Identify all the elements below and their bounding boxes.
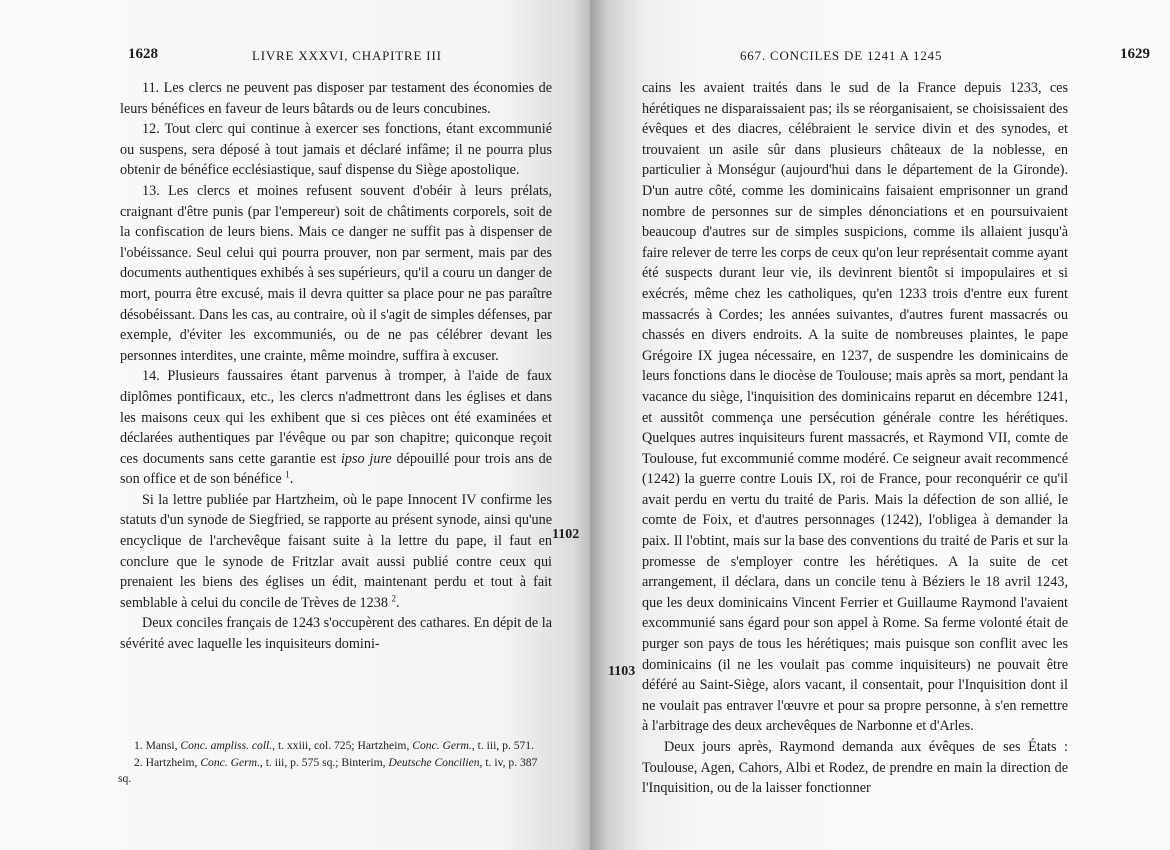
paragraph-cathares: Deux conciles français de 1243 s'occupèrent des cathares. En dépit de la sévérité avec laquelle les inquisiteurs domini- bbox=[120, 615, 552, 653]
left-margin-number: 1102 bbox=[552, 527, 580, 542]
paragraph-continuation: cains les avaient traités dans le sud de la France depuis 1233, ces hérétiques ne disparaissaient pas; ils se réorganisaient, se choisissaient des évêques et des diacres, célébraient le service divin et des synodes, et trouvaient un asile sûr dans plusieurs châteaux de la noblesse, en particulier à Monségur (aujourd'hui dans le département de la Gironde). D'un autre côté, comme les dominicains faisaient emprisonner un grand nombre de personnes sur de simples dénonciations et en poursuivaient beaucoup d'autres sur de simples suspicions, comme ils allaient jusqu'à faire relever de terre les corps de ceux qu'on leur représentait comme ayant été suspects durant leur vie, ils devinrent bientôt si impopulaires et si exécrés, même chez les catholiques, qu'en 1233 trois d'entre eux furent massacrés à Cordes; les années suivantes, d'autres furent massacrés ou chassés en divers endroits. A la suite de nombreuses plaintes, le pape Grégoire IX jugea nécessaire, en 1237, de suspendre les dominicains de leurs fonctions dans le diocèse de Toulouse; mais après sa mort, pendant la vacance du siège, l'inquisition des dominicains reparut en décembre 1241, et aussitôt commença une persécution générale contre les hérétiques. Quelques autres inquisiteurs furent massacrés, et Raymond VII, comte de Toulouse, fut excommunié comme modéré. Ce seigneur avait recommencé (1242) la guerre contre Louis IX, roi de France, pour reconquérir ce qu'il avait perdu en vertu du traité de Paris. Mais la défection de son allié, le comte de Foix, et d'autres personnages (1242), l'obligea à demander la paix. Il l'obtint, mais sur la base des conventions du traité de Paris et sur la promesse de s'employer contre les hérétiques. A la suite de cet arrangement, il déclara, dans un concile tenu à Béziers le 18 avril 1243, que les deux dominicains Vincent Ferrier et Guillaume Raymond l'avaient excommunié sans égard pour son appel à Rome. Sa ferme volonté était de purger son pays de tous les hérétiques; mais puisque son conflit avec les dominicains (il ne les voulait pas comme inquisiteurs) ne pouvait être déféré au Saint-Siège, alors vacant, il consentait, pour l'Inquisition dont il ne voulait pas entraver l'œuvre et pour sa propre personne, à s'en remettre à l'arbitrage des deux archevêques de Narbonne et d'Arles. bbox=[642, 80, 1068, 735]
footnote-2: 2. Hartzheim, Conc. Germ., t. iii, p. 575 sq.; Binterim, Deutsche Concilien, t. iv, p. 387 sq. bbox=[118, 755, 538, 785]
left-running-head: LIVRE XXXVI, CHAPITRE III bbox=[252, 48, 442, 63]
paragraph-raymond: Deux jours après, Raymond demanda aux évêques de ses États : Toulouse, Agen, Cahors, Albi et Rodez, de prendre en main la direction de l'Inquisition, ou de la laisser fonctionner bbox=[642, 739, 1068, 797]
footnote-ref-2: 2 bbox=[391, 593, 396, 604]
paragraph-hartzheim: Si la lettre publiée par Hartzheim, où le pape Innocent IV confirme les statuts d'un synode de Siegfried, se rapporte au présent synode, ainsi qu'une encyclique de l'archevêque faisant suite à la lettre du pape, il faut en conclure que le synode de Fritzlar avait aussi publié contre ceux qui prenaient les biens des églises un édit, maintenant perdu et tout à fait semblable à celui du concile de Trèves de 1238 $^2$. bbox=[120, 491, 552, 611]
left-page-number: 1628 bbox=[128, 46, 158, 62]
paragraph-14: 14. Plusieurs faussaires étant parvenus à tromper, à l'aide de faux diplômes pontificaux, etc., les clercs n'admettront dans les églises et dans les maisons ceux qui les exhibent que si ces pièces ont été examinées et déclarées authentiques par l'évêque ou par son chapitre; quiconque reçoit ces documents sans cette garantie est ipso jure dépouillé pour trois ans de son office et de son bénéfice $^1$. bbox=[120, 368, 552, 488]
right-margin-number: 1103 bbox=[608, 664, 636, 679]
paragraph-11: 11. Les clercs ne peuvent pas disposer par testament des économies de leurs bénéfices en faveur de leurs bâtards ou de leurs concubines. bbox=[120, 80, 552, 117]
left-footnotes bbox=[118, 738, 548, 788]
italic-ipso-jure: ipso jure bbox=[340, 450, 392, 467]
right-page-number: 1629 bbox=[1120, 46, 1150, 62]
right-page bbox=[590, 0, 1170, 850]
right-running-head: 667. CONCILES DE 1241 A 1245 bbox=[740, 48, 943, 63]
left-page-text bbox=[120, 78, 552, 655]
paragraph-12: 12. Tout clerc qui continue à exercer ses fonctions, étant excommunié ou suspens, sera déposé à tout jamais et déclaré infâme; il ne pourra plus obtenir de bénéfice ecclésiastique, sauf dispense du Siège apostolique. bbox=[120, 121, 552, 179]
right-page-text bbox=[642, 78, 1068, 799]
footnote-ref-1: 1 bbox=[285, 469, 290, 480]
paragraph-13: 13. Les clercs et moines refusent souvent d'obéir à leurs prélats, craignant d'être punis (par l'empereur) soit de châtiments corporels, soit de la confiscation de leurs biens. Mais ce danger ne suffit pas à dispenser de l'obéissance. Seul celui qui pourra prouver, non par serment, mais par des documents authentiques exhibés à ses supérieurs, qu'il a couru un danger de mort, pourra être excusé, mais il devra quitter sa place pour ne pas paraître désobéissant. Dans les cas, au contraire, où il s'agit de simples défenses, par exemple, d'éviter les excommuniés, ou de ne pas célébrer devant les personnes interdites, une crainte, même moindre, suffira à excuser. bbox=[120, 182, 552, 364]
left-page-header bbox=[128, 46, 548, 63]
footnote-1: 1. Mansi, Conc. ampliss. coll., t. xxiii, col. 725; Hartzheim, Conc. Germ., t. iii, p. 571. bbox=[134, 739, 534, 752]
